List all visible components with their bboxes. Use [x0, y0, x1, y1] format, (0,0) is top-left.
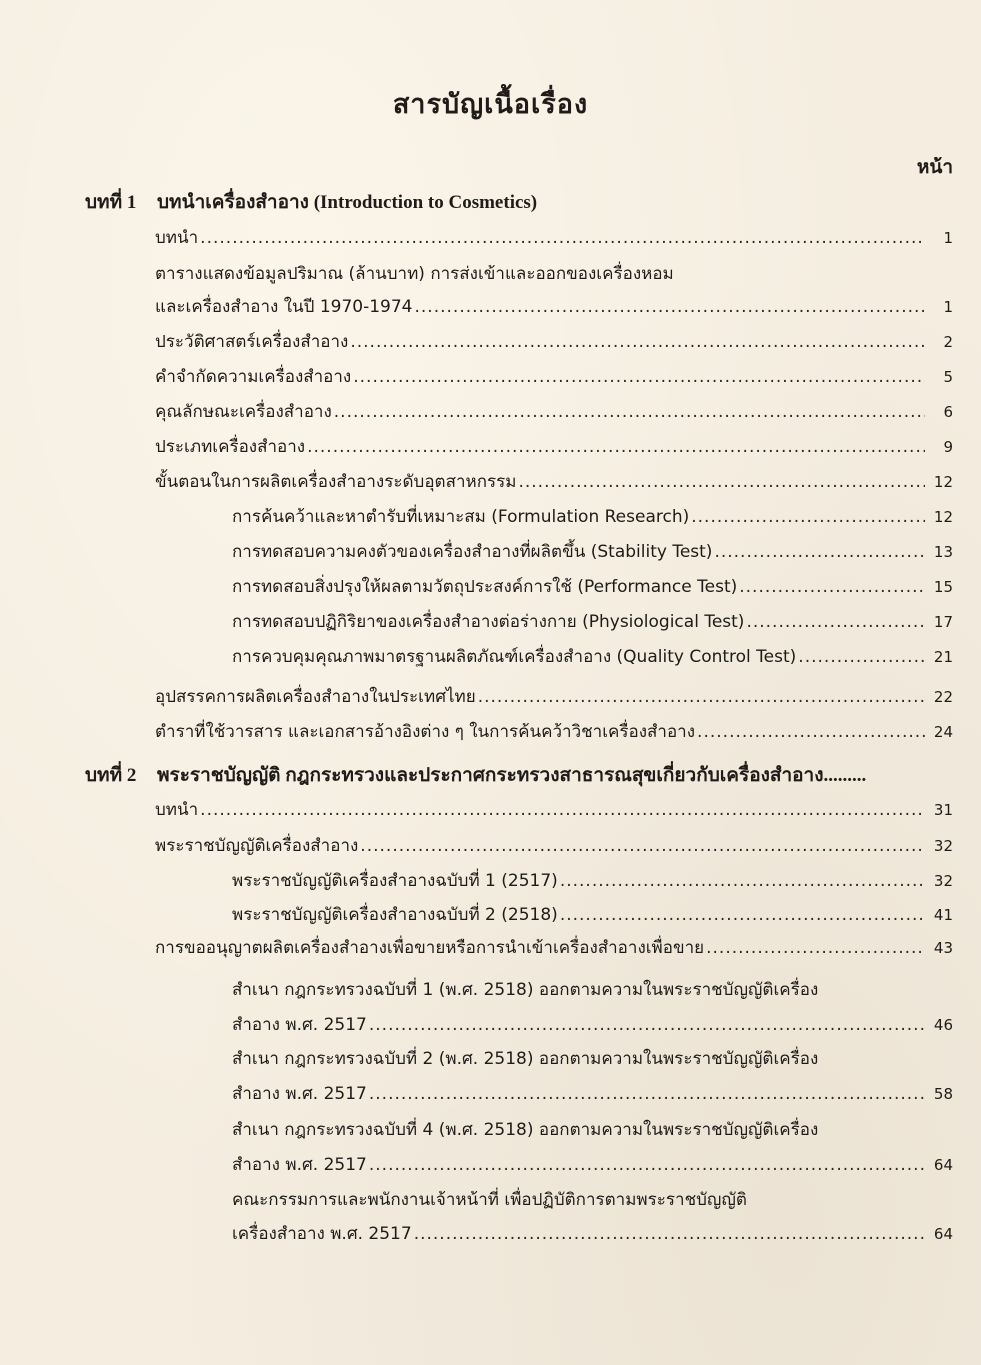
dot-leader	[706, 938, 925, 958]
dot-leader	[369, 1084, 925, 1104]
toc-entry-text: พระราชบัญญัติเครื่องสำอาง	[155, 836, 359, 856]
toc-entry-text: เครื่องสำอาง พ.ศ. 2517	[232, 1224, 412, 1244]
toc-subentry[interactable]	[232, 1220, 953, 1247]
toc-page-number: 24	[933, 723, 953, 741]
dot-leader	[714, 542, 925, 562]
toc-page-number: 13	[933, 543, 953, 561]
toc-entry-first-line: สำเนา กฎกระทรวงฉบับที่ 4 (พ.ศ. 2518) ออกตามความในพระราชบัญญัติเครื่อง	[232, 1120, 819, 1140]
toc-page-number: 5	[943, 368, 953, 386]
chapter-heading	[85, 760, 955, 790]
toc-entry-text: สำอาง พ.ศ. 2517	[232, 1015, 367, 1035]
toc-page-number: 15	[933, 578, 953, 596]
toc-entry-first-line: สำเนา กฎกระทรวงฉบับที่ 2 (พ.ศ. 2518) ออกตามความในพระราชบัญญัติเครื่อง	[232, 1049, 819, 1069]
chapter-number: บทที่ 1	[85, 192, 137, 213]
toc-page-number: 32	[933, 872, 953, 890]
dot-leader	[414, 1224, 925, 1244]
toc-entry-text: ขั้นตอนในการผลิตเครื่องสำอางระดับอุตสาหกรรม	[155, 472, 517, 492]
toc-page-number: 21	[933, 648, 953, 666]
toc-subentry[interactable]	[232, 573, 953, 600]
toc-entry[interactable]	[155, 293, 953, 320]
dot-leader	[746, 612, 925, 632]
toc-entry[interactable]	[155, 433, 953, 460]
toc-entry[interactable]	[155, 934, 953, 961]
toc-subentry[interactable]	[232, 901, 953, 928]
toc-entry-text: การทดสอบสิ่งปรุงให้ผลตามวัตถุประสงค์การใช้ (Performance Test)	[232, 577, 738, 597]
toc-page-number: 1	[943, 229, 953, 247]
dot-leader	[350, 332, 925, 352]
toc-entry-text: บทนำ	[155, 228, 199, 248]
dot-leader	[369, 1155, 925, 1175]
toc-entry[interactable]	[155, 683, 953, 710]
toc-page-number: 12	[933, 508, 953, 526]
toc-entry-text: พระราชบัญญัติเครื่องสำอางฉบับที่ 1 (2517)	[232, 871, 558, 891]
dot-leader	[307, 437, 925, 457]
page-title: สารบัญเนื้อเรื่อง	[392, 89, 589, 119]
dot-leader	[369, 1015, 925, 1035]
toc-subentry[interactable]	[232, 643, 953, 670]
toc-entry-text: อุปสรรคการผลิตเครื่องสำอางในประเทศไทย	[155, 687, 476, 707]
dot-leader	[478, 687, 925, 707]
toc-entry-text: พระราชบัญญัติเครื่องสำอางฉบับที่ 2 (2518)	[232, 905, 558, 925]
toc-page-number: 31	[933, 801, 953, 819]
toc-subentry[interactable]	[232, 1151, 953, 1178]
dot-leader	[518, 472, 925, 492]
toc-page-number: 17	[933, 613, 953, 631]
toc-entry[interactable]	[155, 363, 953, 390]
toc-page-number: 6	[943, 403, 953, 421]
toc-page-number: 43	[933, 939, 953, 957]
toc-entry-first-line: คณะกรรมการและพนักงานเจ้าหน้าที่ เพื่อปฏิบัติการตามพระราชบัญญัติ	[232, 1190, 747, 1210]
toc-page-number: 41	[933, 906, 953, 924]
toc-subentry[interactable]	[232, 608, 953, 635]
toc-entry-text: การค้นคว้าและหาตำรับที่เหมาะสม (Formulation Research)	[232, 507, 690, 527]
toc-page-number: 64	[933, 1225, 953, 1243]
chapter-title: บทนำเครื่องสำอาง (Introduction to Cosmetics)	[157, 192, 538, 213]
chapter-title: พระราชบัญญัติ กฎกระทรวงและประกาศกระทรวงสาธารณสุขเกี่ยวกับเครื่องสำอาง	[157, 765, 824, 786]
dot-leader	[353, 367, 925, 387]
toc-entry[interactable]	[155, 468, 953, 495]
toc-entry-text: การควบคุมคุณภาพมาตรฐานผลิตภัณฑ์เครื่องสำอาง (Quality Control Test)	[232, 647, 797, 667]
chapter-title-leader: .........	[823, 765, 867, 786]
toc-entry-text: การทดสอบปฏิกิริยาของเครื่องสำอางต่อร่างกาย (Physiological Test)	[232, 612, 745, 632]
dot-leader	[415, 297, 926, 317]
toc-entry-text: สำอาง พ.ศ. 2517	[232, 1084, 367, 1104]
toc-entry-text: คำจำกัดความเครื่องสำอาง	[155, 367, 352, 387]
toc-page-number: 64	[933, 1156, 953, 1174]
toc-page-number: 32	[933, 837, 953, 855]
toc-page-number: 1	[943, 298, 953, 316]
toc-entry[interactable]	[155, 398, 953, 425]
toc-entry-first-line: สำเนา กฎกระทรวงฉบับที่ 1 (พ.ศ. 2518) ออกตามความในพระราชบัญญัติเครื่อง	[232, 980, 819, 1000]
toc-page-number: 2	[943, 333, 953, 351]
chapter-number: บทที่ 2	[85, 765, 137, 786]
toc-page-number: 58	[933, 1085, 953, 1103]
dot-leader	[334, 402, 925, 422]
toc-subentry[interactable]	[232, 867, 953, 894]
dot-leader	[691, 507, 925, 527]
dot-leader	[360, 836, 925, 856]
toc-subentry[interactable]	[232, 538, 953, 565]
dot-leader	[200, 800, 925, 820]
toc-entry[interactable]	[155, 328, 953, 355]
chapter-heading	[85, 187, 955, 217]
toc-subentry[interactable]	[232, 503, 953, 530]
toc-entry[interactable]	[155, 832, 953, 859]
toc-entry-text: การทดสอบความคงตัวของเครื่องสำอางที่ผลิตขึ้น (Stability Test)	[232, 542, 713, 562]
dot-leader	[697, 722, 925, 742]
toc-entry-first-line: ตารางแสดงข้อมูลปริมาณ (ล้านบาท) การส่งเข้าและออกของเครื่องหอม	[155, 264, 674, 284]
dot-leader	[560, 905, 925, 925]
toc-entry[interactable]	[155, 224, 953, 251]
toc-entry[interactable]	[155, 796, 953, 823]
toc-entry-text: ตำราที่ใช้วารสาร และเอกสารอ้างอิงต่าง ๆ ในการค้นคว้าวิชาเครื่องสำอาง	[155, 722, 696, 742]
toc-entry-text: ประวัติศาสตร์เครื่องสำอาง	[155, 332, 349, 352]
toc-subentry[interactable]	[232, 1011, 953, 1038]
dot-leader	[200, 228, 925, 248]
toc-entry-text: บทนำ	[155, 800, 199, 820]
dot-leader	[560, 871, 925, 891]
page-column-label: หน้า	[916, 157, 953, 178]
dot-leader	[798, 647, 925, 667]
toc-subentry[interactable]	[232, 1080, 953, 1107]
toc-page-number: 12	[933, 473, 953, 491]
toc-entry[interactable]	[155, 718, 953, 745]
toc-entry-text: การขออนุญาตผลิตเครื่องสำอางเพื่อขายหรือการนำเข้าเครื่องสำอางเพื่อขาย	[155, 938, 705, 958]
toc-page-number: 46	[933, 1016, 953, 1034]
toc-entry-text: คุณลักษณะเครื่องสำอาง	[155, 402, 332, 422]
toc-page-number: 22	[933, 688, 953, 706]
toc-entry-text: ประเภทเครื่องสำอาง	[155, 437, 306, 457]
toc-page-number: 9	[943, 438, 953, 456]
toc-entry-text: สำอาง พ.ศ. 2517	[232, 1155, 367, 1175]
toc-entry-text: และเครื่องสำอาง ในปี 1970-1974	[155, 297, 413, 317]
dot-leader	[739, 577, 925, 597]
